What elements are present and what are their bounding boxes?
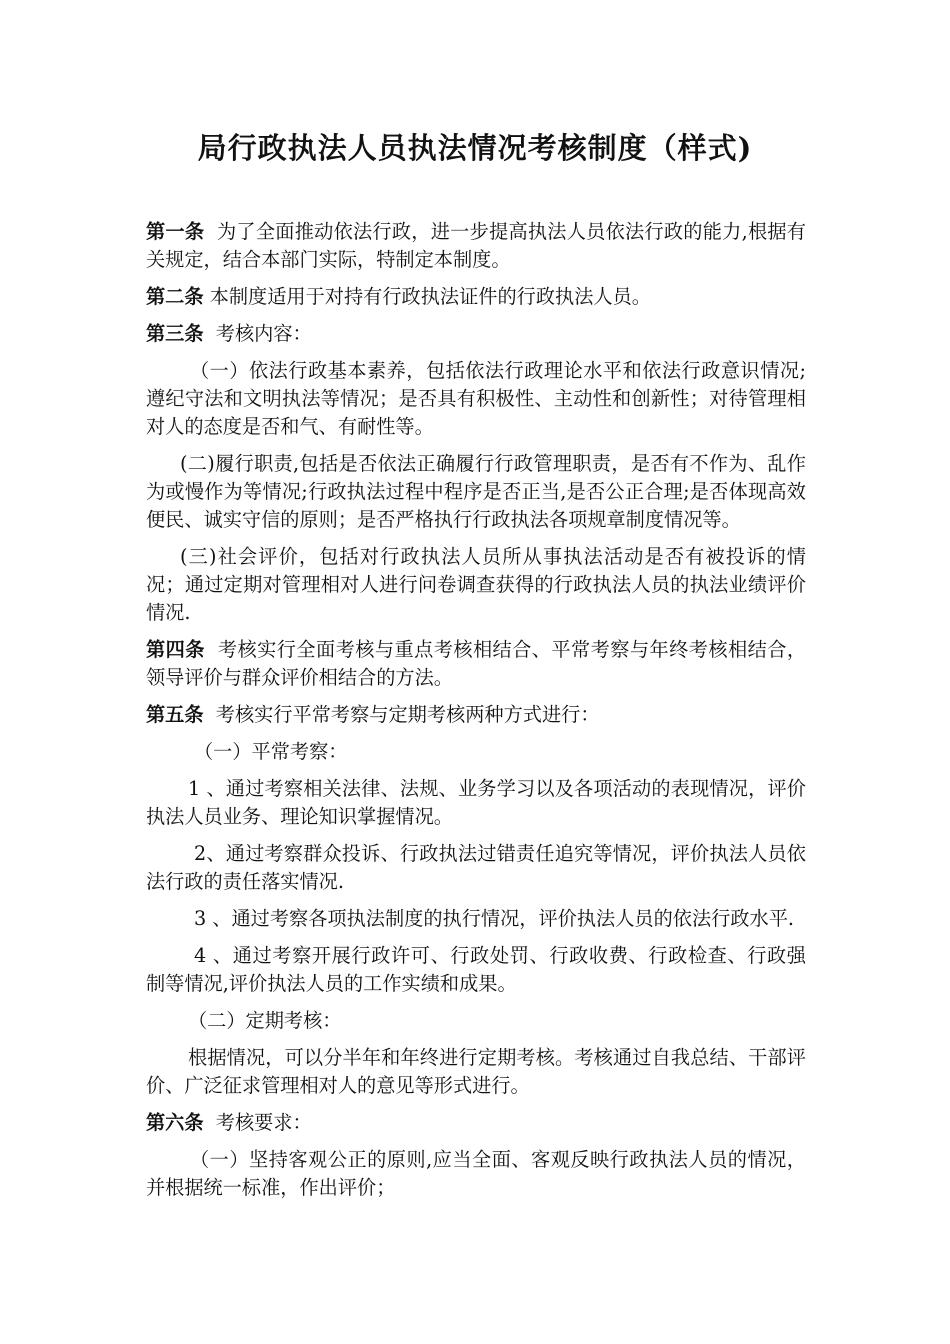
item-paragraph: 4 、通过考察开展行政许可、行政处罚、行政收费、行政检查、行政强制等情况,评价执法人员的工作实绩和成果。 bbox=[146, 944, 806, 995]
article-heading: 第六条 bbox=[146, 1111, 204, 1134]
clause-paragraph: （一）依法行政基本素养，包括依法行政理论水平和依法行政意识情况;遵纪守法和文明执法等情况；是否具有积极性、主动性和创新性；对待管理相对人的态度是否和气、有耐性等。 bbox=[146, 359, 806, 438]
article-1 bbox=[146, 218, 806, 274]
article-text: 本制度适用于对持有行政执法证件的行政执法人员。 bbox=[209, 285, 651, 308]
article-heading: 第一条 bbox=[146, 220, 205, 243]
article-4 bbox=[146, 636, 806, 692]
article-heading: 第二条 bbox=[146, 285, 204, 308]
article-text: 考核实行平常考察与定期考核两种方式进行： bbox=[215, 703, 600, 726]
clause-paragraph: （一）坚持客观公正的原则,应当全面、客观反映行政执法人员的情况，并根据统一标准，作出评价； bbox=[146, 1148, 806, 1199]
article-6 bbox=[146, 1109, 806, 1137]
document-body bbox=[146, 218, 806, 1211]
article-heading: 第三条 bbox=[146, 322, 204, 345]
article-text: 为了全面推动依法行政，进一步提高执法人员依法行政的能力,根据有关规定，结合本部门实际，特制定本制度。 bbox=[146, 220, 806, 271]
article-heading: 第五条 bbox=[146, 703, 204, 726]
article-text: 考核内容： bbox=[215, 322, 312, 345]
article-heading: 第四条 bbox=[146, 638, 205, 661]
document-title: 局行政执法人员执法情况考核制度（样式) bbox=[197, 131, 753, 165]
article-text: 考核实行全面考核与重点考核相结合、平常考察与年终考核相结合，领导评价与群众评价相结合的方法。 bbox=[146, 638, 807, 689]
item-paragraph: 3 、通过考察各项执法制度的执行情况，评价执法人员的依法行政水平. bbox=[194, 907, 795, 930]
article-3 bbox=[146, 320, 806, 348]
article-text: 考核要求： bbox=[215, 1111, 312, 1134]
item-paragraph: 2、通过考察群众投诉、行政执法过错责任追究等情况，评价执法人员依法行政的责任落实情况. bbox=[146, 842, 806, 893]
article-5 bbox=[146, 701, 806, 729]
clause-paragraph: （二）定期考核： bbox=[188, 1009, 342, 1032]
clause-paragraph: （一）平常考察： bbox=[194, 740, 348, 763]
clause-paragraph: 根据情况，可以分半年和年终进行定期考核。考核通过自我总结、干部评价、广泛征求管理相对人的意见等形式进行。 bbox=[146, 1046, 806, 1097]
clause-paragraph: (二)履行职责,包括是否依法正确履行行政管理职责，是否有不作为、乱作为或慢作为等情况;行政执法过程中程序是否正当,是否公正合理;是否体现高效便民、诚实守信的原则；是否严格执行行政执法各项规章制度情况等。 bbox=[146, 452, 806, 531]
clause-paragraph: (三)社会评价，包括对行政执法人员所从事执法活动是否有被投诉的情况；通过定期对管理相对人进行问卷调查获得的行政执法人员的执法业绩评价情况. bbox=[146, 545, 806, 624]
article-2 bbox=[146, 283, 806, 311]
item-paragraph: 1 、通过考察相关法律、法规、业务学习以及各项活动的表现情况，评价执法人员业务、理论知识掌握情况。 bbox=[146, 777, 806, 828]
